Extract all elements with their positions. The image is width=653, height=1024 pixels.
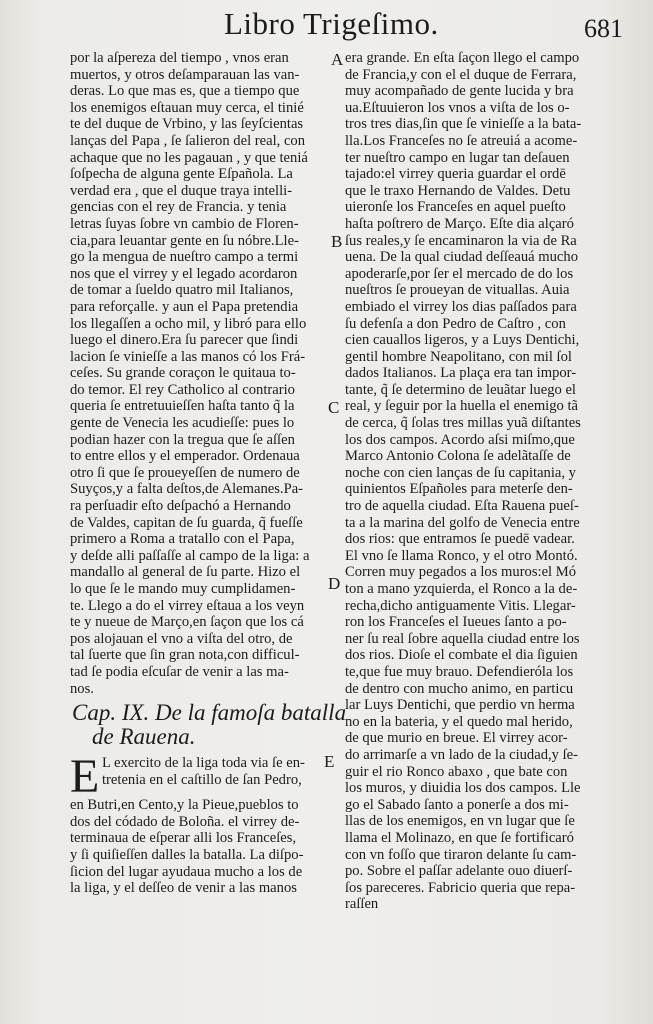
- text-line: luego el dinero.Era ſu parecer que ſindi: [70, 332, 299, 349]
- text-line: los muros, y diuidia los dos campos. Lle: [345, 780, 581, 797]
- text-line: tros tres dias,ſin que ſe vinieſſe a la bata-: [345, 116, 582, 133]
- text-line: terminaua de eſperar alli los Franceſes,: [70, 830, 297, 847]
- text-line: haſta poſtrero de Março. Eſte dia alçaró: [345, 215, 574, 232]
- text-line: Marco Antonio Colona ſe adelãtaſſe de: [345, 448, 571, 465]
- text-line: uieronſe los Franceſes en aquel pueſto: [345, 199, 566, 216]
- text-line: go el Sabado ſanto a ponerſe a dos mi-: [345, 796, 569, 813]
- text-line: mandallo al general de ſu parte. Hizo el: [70, 564, 301, 581]
- text-line: El vno ſe llama Ronco, y el otro Montó.: [345, 547, 578, 564]
- text-line: dos rios. Dioſe el combate el dia ſiguien: [345, 647, 578, 664]
- drop-cap-lines: [70, 755, 332, 788]
- text-line: con vn foſſo que tiraron delante ſu cam-: [345, 846, 577, 863]
- text-line: embiado el virrey los dias paſſados para: [345, 298, 577, 315]
- text-line: podian hazer con la tregua que ſe aſſen: [70, 431, 295, 448]
- text-line: ſus reales,y ſe encaminaron la via de Ra: [345, 232, 577, 249]
- text-line: tro de aquella ciudad. Eſta Rauena pueſ-: [345, 498, 579, 515]
- text-line: te y nueue de Março,en ſaçon que los cá: [70, 614, 304, 631]
- text-line: do arrimarſe a vn lado de la ciudad,y ſe-: [345, 746, 578, 763]
- text-line: quinientos Eſpañoles para meterſe den-: [345, 481, 573, 498]
- text-line: muertos, y otros deſamparauan las van-: [70, 66, 300, 83]
- text-line: y ſi quiſieſſen dalles la batalla. La diſpo-: [70, 846, 304, 863]
- chapter-opening: [70, 750, 332, 897]
- text-line: to entre ellos y el emperador. Ordenaua: [70, 448, 300, 465]
- text-line: dados Italianos. La plaça era tan impor-: [345, 365, 577, 382]
- right-column: [345, 50, 607, 913]
- margin-letter-a: A: [331, 50, 344, 69]
- text-line: ceſes. Su grande coraçon le quitaua to-: [70, 365, 296, 382]
- text-line: guir el rio Ronco abaxo , que bate con: [345, 763, 568, 780]
- text-line: te. Llego a do el virrey eſtaua a los veyn: [70, 597, 305, 614]
- text-line: letras ſuyas ſobre vn cambio de Floren-: [70, 215, 299, 232]
- text-line: noche con cien lanças de ſu capitania, y: [345, 464, 576, 481]
- text-line: cia,para leuantar gente en ſu nóbre.Lle-: [70, 232, 299, 249]
- margin-letter-c: C: [328, 398, 340, 417]
- text-line: cien cauallos ligeros, y a Luys Dentichi,: [345, 332, 580, 349]
- text-line: real, y ſeguir por la huella el enemigo tã: [345, 398, 579, 415]
- text-line: dos del códado de Boloña. el virrey de-: [70, 813, 300, 830]
- margin-letter-d: D: [328, 574, 341, 593]
- left-column: [70, 50, 347, 897]
- text-line: por la aſpereza del tiempo , vnos eran: [70, 50, 289, 66]
- text-line: de tomar a ſueldo quatro mil Italianos,: [70, 282, 294, 299]
- text-line: de Valdes, capitan de ſu guarda, q̃ fueſſe: [70, 514, 303, 531]
- text-line: tretenia en el caſtillo de ſan Pedro,: [102, 771, 302, 788]
- chapter-heading-line: Cap. IX. De la famoſa batalla: [72, 700, 347, 726]
- text-line: de dentro con mucho animo, en particu: [345, 680, 574, 697]
- text-line: pos alojauan el vno a viſta del otro, de: [70, 630, 293, 647]
- text-line: ra perſuadir eſto deſpachó a Hernando: [70, 498, 291, 515]
- text-line: ta a la marina del golfo de Venecia entre: [345, 514, 580, 531]
- text-line: verdad era , que el duque traya intelli-: [70, 182, 293, 199]
- text-line: tante, q̃ ſe determino de leuãtar luego el: [345, 381, 576, 398]
- text-line: llama el Molinazo, en que ſe fortificaró: [345, 829, 574, 846]
- text-line: go la mengua de nueſtro campo a termi: [70, 249, 299, 266]
- text-line: era grande. En eſta ſaçon llego el campo: [345, 50, 580, 66]
- text-line: muy acompañado de gente lucida y bra: [345, 83, 574, 100]
- text-line: tad ſe podia eſcuſar de venir a las ma-: [70, 663, 289, 680]
- text-line: los enemigos eſtauan muy cerca, el tinié: [70, 99, 304, 116]
- text-line: L exercito de la liga toda via ſe en-: [102, 755, 305, 772]
- running-header: [0, 4, 653, 44]
- text-line: te del duque de Vrbino, y las ſeyſcientas: [70, 116, 304, 133]
- text-line: ſoſpecha de alguna gente Eſpañola. La: [70, 166, 293, 183]
- text-line: po. Sobre el paſſar adelante ouo diuerſ-: [345, 863, 573, 880]
- text-line: y deſde alli paſſaſſe al campo de la liga: a: [70, 547, 310, 564]
- text-line: tajado:el virrey queria guardar el ordē: [345, 166, 566, 183]
- text-line: Corren muy pegados a los muros:el Mó: [345, 564, 577, 581]
- text-line: apoderarſe,por ſer el mercado de do los: [345, 265, 574, 282]
- text-line: lanças del Papa , ſe ſalieron del real, con: [70, 132, 306, 149]
- text-line: gencias con el rey de Francia. y tenia: [70, 199, 287, 216]
- text-line: ua.Eſtuuieron los vnos a viſta de los o-: [345, 99, 570, 116]
- margin-letter-b: B: [331, 232, 343, 251]
- text-line: lacion ſe vinieſſe a las manos có los Frá-: [70, 348, 306, 365]
- text-line: ſu defenſa a don Pedro de Caſtro , con: [345, 315, 566, 332]
- text-line: de Francia,y con el el duque de Ferrara,: [345, 66, 577, 83]
- text-line: nos que el virrey y el legado acordaron: [70, 265, 298, 282]
- text-line: nos.: [70, 680, 94, 697]
- text-line: no en la bateria, y el quedo mal herido,: [345, 713, 573, 730]
- text-line: otro ſi que ſe proueyeſſen de numero de: [70, 464, 300, 481]
- text-line: gentil hombre Neapolitano, con mil ſol: [345, 348, 572, 365]
- text-line: recha,dicho antiguamente Vitis. Llegar-: [345, 597, 576, 614]
- text-line: ter nueſtro campo en lugar tan deſauen: [345, 149, 570, 166]
- text-line: de cerca, q̃ ſolas tres millas yuã diſtantes: [345, 415, 581, 432]
- text-line: ron los Franceſes el Iueues ſanto a po-: [345, 614, 567, 631]
- text-line: nueſtros ſe proueyan de vituallas. Auia: [345, 282, 570, 299]
- text-line: gente de Venecia les acudieſſe: pues lo: [70, 415, 295, 432]
- text-line: primero a Roma a tratallo con el Papa,: [70, 531, 295, 548]
- text-line: los dos campos. Acordo aſsi miſmo,que: [345, 431, 575, 448]
- left-column-text: [70, 50, 332, 697]
- text-line: para reforçalle. y aun el Papa pretendia: [70, 298, 299, 315]
- drop-cap: E: [70, 750, 100, 804]
- page-number: 681: [584, 14, 623, 43]
- text-line: dos rios: que entramos ſe puedē vadear.: [345, 531, 575, 548]
- chapter-text: [70, 797, 332, 897]
- text-line: lo que ſe le mando muy cumplidamen-: [70, 581, 296, 597]
- text-line: ner ſu real ſobre aquella ciudad entre los: [345, 630, 580, 647]
- text-line: tal ſuerte que ſin gran nota,con difficul-: [70, 647, 300, 664]
- text-line: deras. Lo que mas es, que a tiempo que: [70, 83, 300, 100]
- text-line: llas de los enemigos, en vn lugar que ſe: [345, 813, 575, 830]
- right-column-text: [345, 50, 607, 913]
- text-line: do temor. El rey Catholico al contrario: [70, 381, 295, 398]
- text-line: ton a mano yzquierda, el Ronco a la de-: [345, 581, 578, 597]
- text-line: ſicion del lugar ayudaua mucho a los de: [70, 863, 303, 880]
- text-line: en Butri,en Cento,y la Pieue,pueblos to: [70, 797, 299, 814]
- running-title: Libro Trigeſimo.: [224, 6, 439, 41]
- text-line: lla.Los Franceſes no ſe atreuiá a acome-: [345, 132, 578, 149]
- text-line: de que murio en breue. El virrey acor-: [345, 730, 568, 747]
- text-line: lar Luys Dentichi, que perdio vn herma: [345, 697, 575, 714]
- chapter-heading-line: de Rauena.: [92, 724, 196, 750]
- text-line: queria ſe entretuuieſſen haſta tanto q̃ la: [70, 398, 295, 415]
- text-line: la liga, y el deſſeo de venir a las manos: [70, 880, 297, 897]
- text-line: ſos pareceres. Fabricio queria que repa-: [345, 879, 576, 896]
- text-line: los llegaſſen a ocho mil, y libró para ello: [70, 315, 307, 332]
- text-line: que le traxo Hernando de Valdes. Detu: [345, 182, 571, 199]
- text-line: Suyços,y a falta deſtos,de Alemanes.Pa-: [70, 481, 304, 498]
- text-line: achaque que no les pagauan , y que teniá: [70, 149, 308, 166]
- margin-letter-e: E: [324, 752, 335, 771]
- text-line: te,que fue muy brauo. Defendieróla los: [345, 663, 574, 680]
- chapter-heading: [70, 700, 347, 750]
- text-line: uena. De la qual ciudad deſſeauá mucho: [345, 249, 578, 266]
- text-line: raſſen: [345, 896, 379, 913]
